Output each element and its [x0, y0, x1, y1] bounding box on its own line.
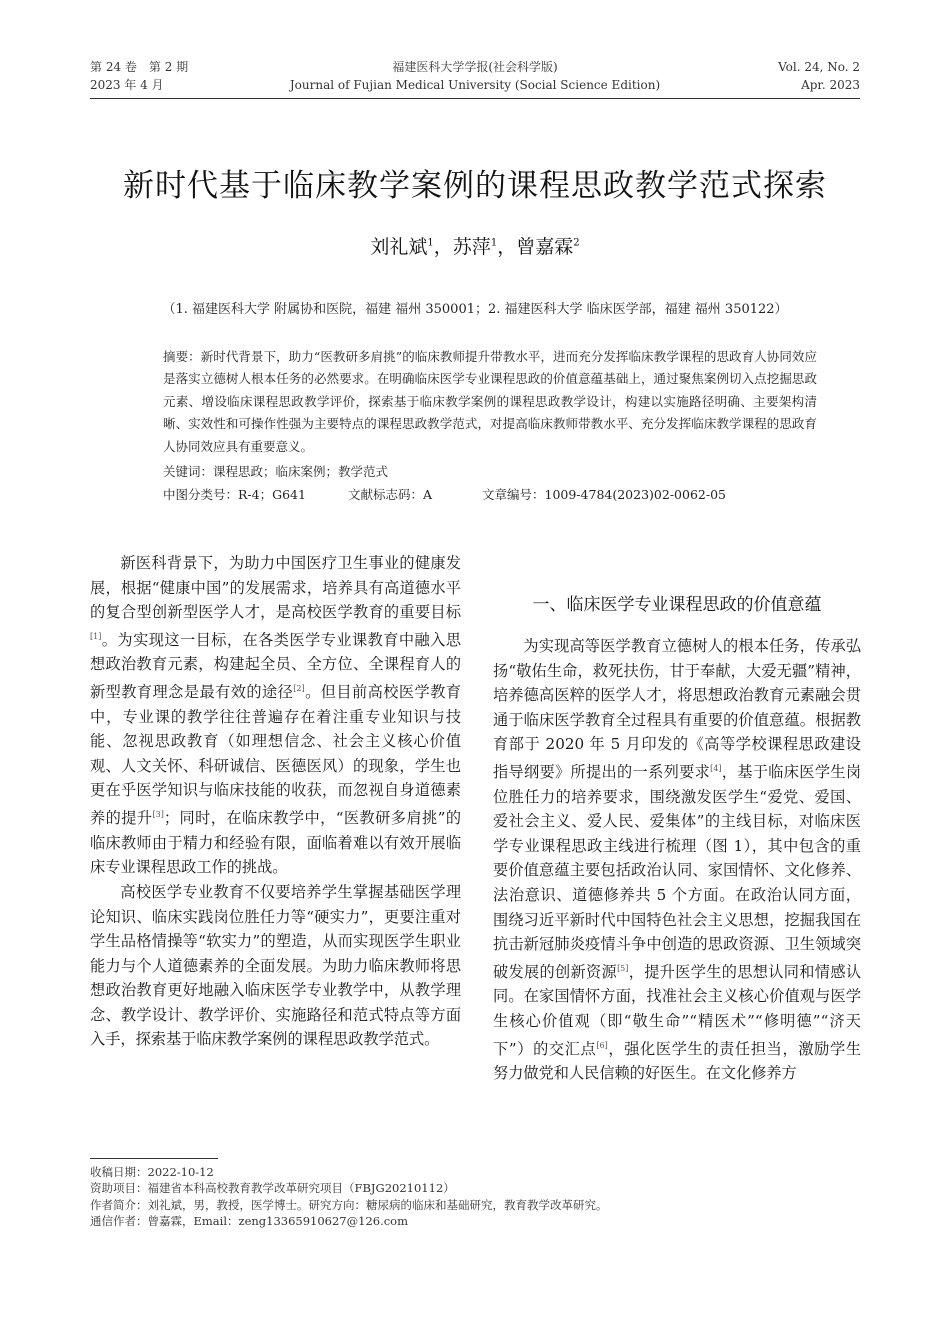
body-paragraph: 高校医学专业教育不仅要培养学生掌握基础医学理论知识、临床实践岗位胜任力等“硬实力”，更要注重对学生品格情操等“软实力”的塑造，从而实现医学生职业能力与个人道德素养的全面发展。为助力临床教师将思想政治教育更好地融入临床医学专业教学中，从教学理念、教学设计、教学评价、实施路径和范式特点等方面入手，探索基于临床教学案例的课程思政教学范式。	[90, 882, 461, 1049]
citation-ref[interactable]: [4]	[710, 763, 722, 773]
article-title: 新时代基于临床教学案例的课程思政教学范式探索	[123, 168, 827, 204]
author-affiliation-mark: 1	[427, 237, 434, 249]
classification-line	[163, 485, 726, 503]
affiliations: （1. 福建医科大学 附属协和医院，福建 福州 350001；2. 福建医科大学 临床医学部，福建 福州 350122）	[162, 302, 788, 317]
author-name: 苏萍	[452, 236, 491, 258]
right-column	[493, 634, 861, 1086]
article-number: 文章编号：1009-4784(2023)02-0062-05	[482, 487, 726, 502]
author-affiliation-mark: 1	[490, 237, 498, 249]
citation-ref[interactable]: [2]	[293, 684, 305, 694]
header-volume-en: Vol. 24, No. 2	[778, 60, 860, 74]
citation-ref[interactable]: [6]	[596, 1040, 608, 1050]
citation-ref[interactable]: [1]	[90, 631, 102, 641]
body-text: ，提升医学生的思想认同和情感认同。在家国情怀方面，找准社会主义核心价值观与医学生核心价值观（即“敬生命”“精医术”“修明德”“济天下”）的交汇点	[493, 962, 862, 1058]
funding-info: 资助项目：福建省本科高校教育教学改革研究项目（FBJG20210112）	[90, 1181, 455, 1196]
header-rule	[90, 98, 860, 99]
received-date: 收稿日期：2022-10-12	[90, 1165, 214, 1179]
body-text: 。但目前高校医学教育中，专业课的教学往往普遍存在着注重专业知识与技能、忽视思政教育（如理想信念、社会主义核心价值观、人文关怀、科研诚信、医德医风）的现象，学生也更在乎医学知识与临床技能的收获，而忽视自身道德素养的提升	[90, 683, 462, 828]
header-journal-en: Journal of Fujian Medical University (Social Science Edition)	[289, 78, 661, 92]
author-affiliation-mark: 2	[573, 237, 580, 249]
keywords: 关键词：课程思政；临床案例；教学范式	[163, 464, 389, 479]
body-text: 。为实现这一目标，在各类医学专业课教育中融入思想政治教育元素，构建起全员、全方位、全课程育人的新型教育理念是最有效的途径	[90, 630, 461, 702]
body-text: 为实现高等医学教育立德树人的根本任务，传承弘扬“敬佑生命，救死扶伤，甘于奉献，大爱无疆”精神，培养德高医粹的医学人才，将思想政治教育元素融会贯通于临床医学教育全过程具有重要的价值意蕴。根据教育部于 2020 年 5 月印发的《高等学校课程思政建设指导纲要》所提出的一系列要求	[493, 637, 861, 782]
body-text: ；同时，在临床教学中，“医教研多肩挑”的临床教师由于精力和经验有限，面临着难以有效开展临床专业课程思政工作的挑战。	[90, 809, 462, 877]
body-text: 新医科背景下，为助力中国医疗卫生事业的健康发展，根据“健康中国”的发展需求，培养具有高道德水平的复合型创新型医学人才，是高校医学教育的重要目标	[90, 554, 461, 622]
author-separator: ，	[433, 236, 453, 258]
author-bio: 作者简介：刘礼斌，男，教授，医学博士。研究方向：糖尿病的临床和基础研究，教育教学改革研究。	[90, 1197, 608, 1212]
body-text: ，强化医学生的责任担当，激励学生努力做党和人民信赖的好医生。在文化修养方	[493, 1039, 862, 1083]
author-name: 刘礼斌	[370, 236, 428, 258]
header-volume-info	[778, 58, 860, 94]
footnote-rule	[90, 1158, 218, 1159]
header-date-en: Apr. 2023	[801, 78, 860, 92]
body-paragraph	[90, 551, 461, 880]
author-name: 曾嘉霖	[516, 236, 574, 258]
header-date-cn: 2023 年 4 月	[90, 78, 164, 92]
footnotes	[90, 1164, 608, 1229]
document-code: 文献标志码：A	[348, 487, 433, 502]
clc-number: 中图分类号：R-4；G641	[163, 487, 306, 502]
citation-ref[interactable]: [3]	[152, 810, 164, 820]
author-list	[0, 232, 950, 259]
body-paragraph	[493, 634, 861, 1086]
citation-ref[interactable]: [5]	[617, 963, 629, 973]
left-column	[90, 551, 461, 1052]
section-heading: 一、临床医学专业课程思政的价值意蕴	[532, 595, 822, 615]
abstract: 摘要：新时代背景下，助力“医教研多肩挑”的临床教师提升带教水平，进而充分发挥临床教学课程的思政育人协同效应是落实立德树人根本任务的必然要求。在明确临床医学专业课程思政的价值意蕴基础上，通过聚焦案例切入点挖掘思政元素、增设临床课程思政教学评价，探索基于临床教学案例的课程思政教学设计，构建以实施路径明确、主要架构清晰、实效性和可操作性强为主要特点的课程思政教学范式，对提高临床教师带教水平、充分发挥临床教学课程的思政育人协同效应具有重要意义。	[163, 349, 817, 454]
body-text: ，基于临床医学生岗位胜任力的培养要求，围绕激发医学生“爱党、爱国、爱社会主义、爱人民、爱集体”的主线目标，对临床医学专业课程思政主线进行梳理（图 1），其中包含的重要价值意蕴主要包括政治认同、家国情怀、文化修养、法治意识、道德修养共 5 个方面。在政治认同方面，围绕习近平新时代中国特色社会主义思想，挖掘我国在抗击新冠肺炎疫情斗争中创造的思政资源、卫生领域突破发展的创新资源	[493, 763, 862, 981]
header-volume-cn: 第 24 卷 第 2 期	[90, 60, 189, 74]
header-journal-cn: 福建医科大学学报(社会科学版)	[392, 60, 558, 74]
author-separator: ，	[497, 236, 517, 258]
corresponding-author: 通信作者：曾嘉霖，Email：zeng13365910627@126.com	[90, 1213, 409, 1228]
